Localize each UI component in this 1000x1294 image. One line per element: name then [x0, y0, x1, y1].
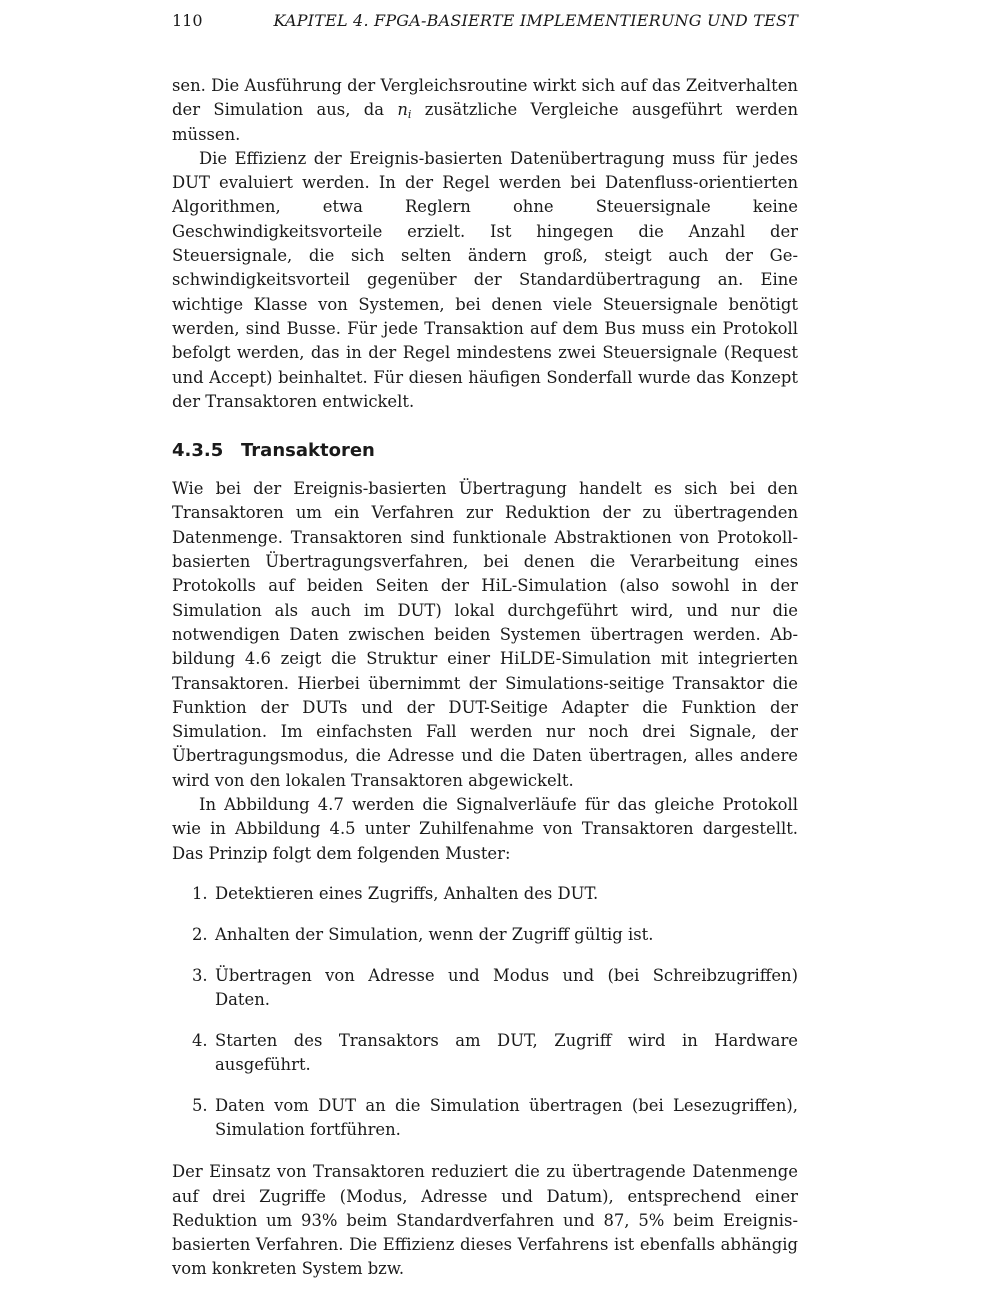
- math-subscript: i: [407, 108, 412, 122]
- list-item-number: 3.: [192, 965, 208, 985]
- list-item-text: Detektieren eines Zugriffs, Anhalten des DUT.: [215, 883, 599, 903]
- list-item-text: Anhalten der Simulation, wenn der Zugriff gültig ist.: [215, 924, 654, 944]
- list-item-text: Daten vom DUT an die Simulation übertragen (bei Lesezugriffen), Simulation fortführen.: [215, 1095, 798, 1139]
- math-base: n: [397, 100, 408, 120]
- page-number: 110: [172, 11, 203, 30]
- paragraph-transactors-reduction: Der Einsatz von Transaktoren reduziert die zu übertragende Datenmenge auf drei Zugriffe (Modus, Adresse und Datum), entsprechend einer Reduktion um 93% beim Standardverfahren und 87, 5% beim Ereignis-basierten Verfahren. Die Effizienz dieses Verfahrens ist ebenfalls abhängig vom konkreten System bzw.: [172, 1162, 798, 1279]
- paragraph-text: sen. Die Ausführung der Vergleichsroutine wirkt sich auf das Zeitverhalten der Simulation aus, da: [172, 76, 798, 120]
- section-number: 4.3.5: [172, 440, 224, 462]
- math-symbol-n-i: [397, 100, 412, 122]
- paragraph-continuation: [172, 74, 798, 147]
- paragraph-transactors-intro: Wie bei der Ereignis-basierten Übertragung handelt es sich bei den Transaktoren um ein Verfahren zur Reduktion der zu übertragenden Datenmenge. Transaktoren sind funktionale Abstraktionen von Protokoll-basierten Übertragungsverfahren, bei denen die Verarbeitung eines Protokolls auf beiden Seiten der HiL-Simulation (also sowohl in der Simulation als auch im DUT) lokal durchgeführt wird, und nur die notwendigen Daten zwischen beiden Systemen übertragen werden. Abbildung 4.6 zeigt die Struktur einer HiLDE-Simulation mit integrierten Transaktoren. Hierbei übernimmt der Simulations-seitige Transaktor die Funktion der DUTs und der DUT-Seitige Adapter die Funktion der Simulation. Im einfachsten Fall werden nur noch drei Signale, der Übertragungsmodus, die Adresse und die Daten übertragen, alles andere wird von den lokalen Transaktoren abgewickelt.: [172, 479, 798, 790]
- paragraph-transactors-principle: In Abbildung 4.7 werden die Signalverläufe für das gleiche Protokoll wie in Abbildung 4.5 unter Zuhilfenahme von Transaktoren dargestellt. Das Prinzip folgt dem folgenden Muster:: [172, 795, 798, 863]
- running-chapter-title: KAPITEL 4. FPGA-BASIERTE IMPLEMENTIERUNG UND TEST: [273, 11, 798, 30]
- numbered-list: [172, 882, 798, 1142]
- list-item: [172, 882, 798, 906]
- page-header: [172, 8, 798, 34]
- section-heading: [172, 438, 798, 464]
- list-item: [172, 964, 798, 1013]
- list-item-text: Starten des Transaktors am DUT, Zugriff wird in Hardware ausgeführt.: [215, 1030, 798, 1074]
- section-title: Transaktoren: [241, 440, 375, 462]
- list-item-text: Übertragen von Adresse und Modus und (bei Schreibzugriffen) Daten.: [215, 965, 798, 1009]
- list-item-number: 5.: [192, 1095, 208, 1115]
- list-item: [172, 923, 798, 947]
- page-body: [172, 74, 798, 1282]
- list-item-number: 4.: [192, 1030, 208, 1050]
- list-item: [172, 1094, 798, 1143]
- paragraph-text: zusätzliche Vergleiche ausgeführt werden müssen.: [172, 100, 799, 144]
- paragraph-efficiency: Die Effizienz der Ereignis-basierten Datenübertragung muss für jedes DUT evaluiert werden. In der Regel werden bei Datenfluss-orientierten Algorithmen, etwa Reglern ohne Steuersignale keine Geschwindigkeitsvorteile erzielt. Ist hingegen die Anzahl der Steuersignale, die sich selten ändern groß, steigt auch der Geschwindigkeitsvorteil gegenüber der Standardübertragung an. Eine wichtige Klasse von Systemen, bei denen viele Steuersignale benötigt werden, sind Busse. Für jede Transaktion auf dem Bus muss ein Protokoll befolgt werden, das in der Regel mindestens zwei Steuersignale (Request und Accept) beinhaltet. Für diesen häufigen Sonderfall wurde das Konzept der Transaktoren entwickelt.: [172, 148, 798, 411]
- list-item-number: 1.: [192, 883, 208, 903]
- list-item-number: 2.: [192, 924, 208, 944]
- list-item: [172, 1029, 798, 1078]
